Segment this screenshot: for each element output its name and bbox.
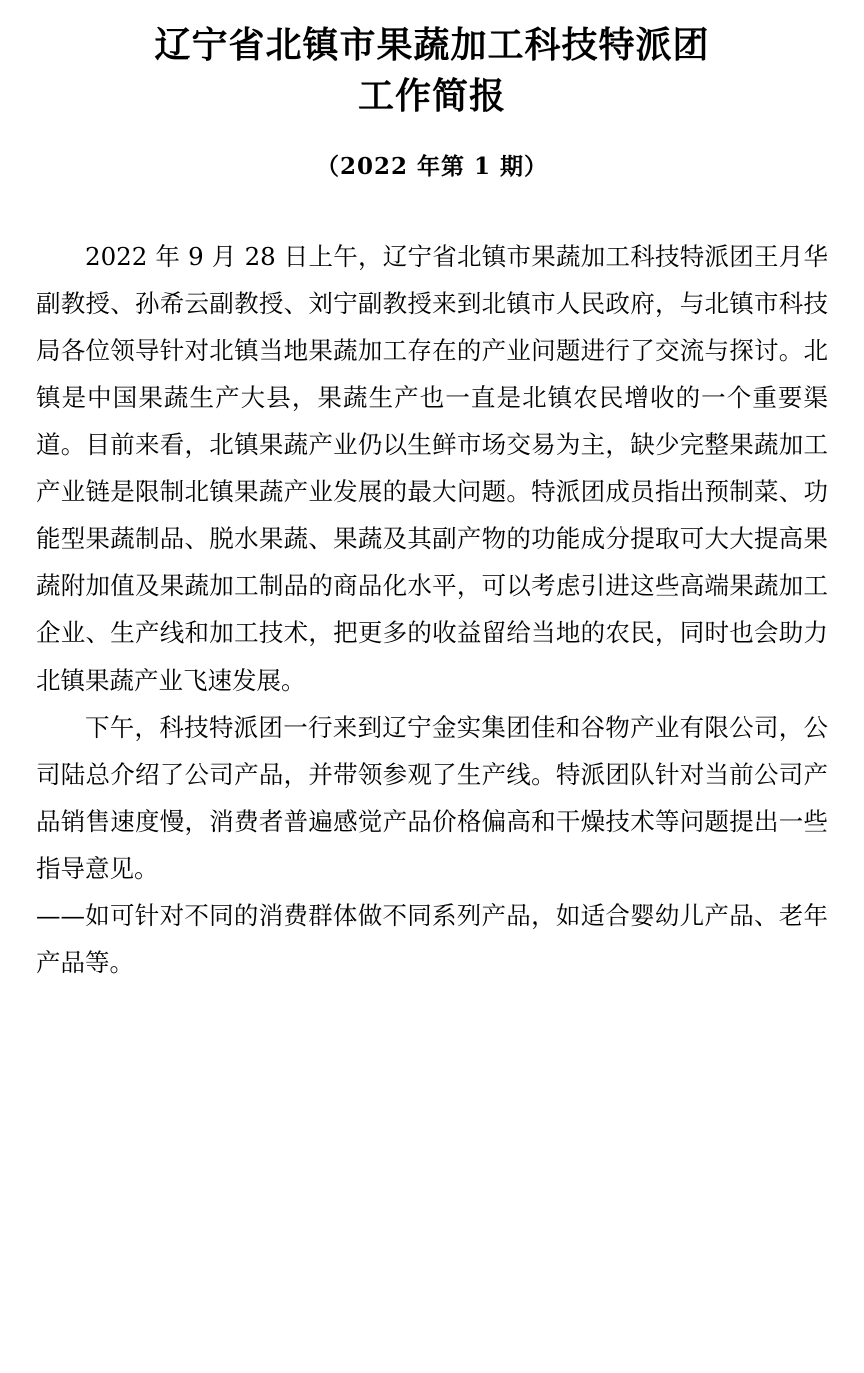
page-title-line-1: 辽宁省北镇市果蔬加工科技特派团 — [154, 25, 710, 66]
paragraph: 2022 年 9 月 28 日上午，辽宁省北镇市果蔬加工科技特派团王月华副教授、孙希云副教授、刘宁副教授来到北镇市人民政府，与北镇市科技局各位领导针对北镇当地果蔬加工存在的产业问题进行了交流与探讨。北镇是中国果蔬生产大县，果蔬生产也一直是北镇农民增收的一个重要渠道。目前来看，北镇果蔬产业仍以生鲜市场交易为主，缺少完整果蔬加工产业链是限制北镇果蔬产业发展的最大问题。特派团成员指出预制菜、功能型果蔬制品、脱水果蔬、果蔬及其副产物的功能成分提取可大大提高果蔬附加值及果蔬加工制品的商品化水平，可以考虑引进这些高端果蔬加工企业、生产线和加工技术，把更多的收益留给当地的农民，同时也会助力北镇果蔬产业飞速发展。 — [36, 242, 828, 695]
page-title-line-2: 工作简报 — [357, 76, 506, 118]
paragraph: 下午，科技特派团一行来到辽宁金实集团佳和谷物产业有限公司，公司陆总介绍了公司产品，并带领参观了生产线。特派团队针对当前公司产品销售速度慢，消费者普遍感觉产品价格偏高和干燥技术等问题提出一些指导意见。 — [36, 712, 828, 883]
page-title — [36, 20, 828, 122]
page-subtitle: （2022 年第 1 期） — [315, 153, 549, 181]
document-body — [36, 233, 828, 986]
paragraph: ——如可针对不同的消费群体做不同系列产品，如适合婴幼儿产品、老年产品等。 — [36, 900, 828, 977]
